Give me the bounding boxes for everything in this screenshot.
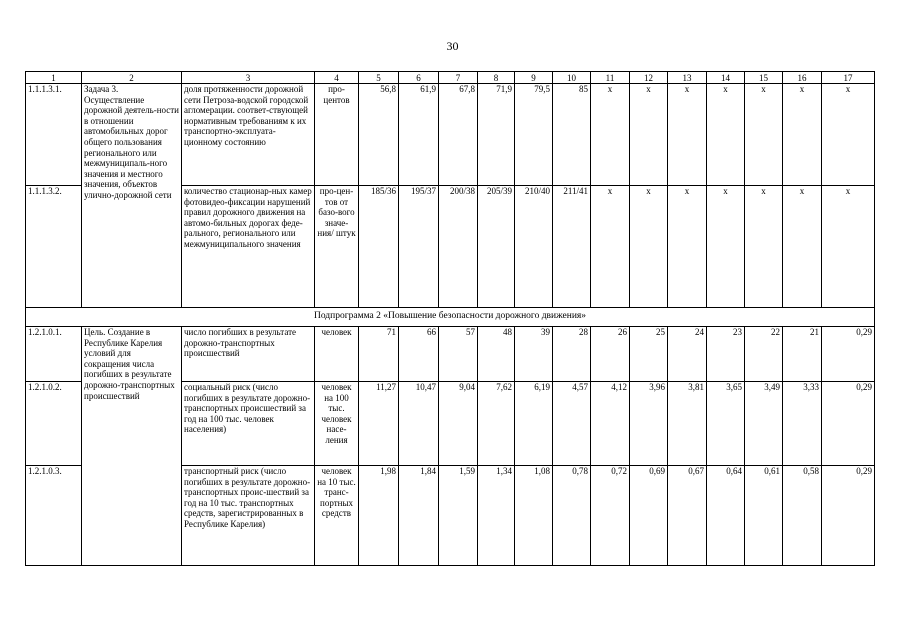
value-cell: 66 — [399, 327, 439, 382]
value-cell: x — [668, 186, 707, 308]
value-cell: 67,8 — [439, 84, 478, 186]
value-cell: 0,67 — [668, 466, 707, 566]
header-cell: 2 — [82, 72, 182, 84]
indicator-name: социальный риск (число погибших в результате дорожно-транспортных происшествий за год на 100 тыс. человек населения) — [182, 382, 315, 466]
value-cell: 211/41 — [553, 186, 591, 308]
header-cell: 7 — [439, 72, 478, 84]
value-cell: 0,69 — [630, 466, 668, 566]
header-cell: 14 — [707, 72, 745, 84]
value-cell: 1,34 — [478, 466, 515, 566]
indicator-name: число погибших в результате дорожно-транспортных происшествий — [182, 327, 315, 382]
value-cell: 185/36 — [359, 186, 399, 308]
goal-text: Задача 3. Осуществление дорожной деятель-ности в отношении автомобильных дорог общего пользования регионального или межмуниципаль-ного значения и местного значения, объектов улично-дорожной сети — [82, 84, 182, 308]
value-cell: 0,29 — [822, 466, 875, 566]
row-code: 1.2.1.0.2. — [26, 382, 82, 466]
value-cell: 1,84 — [399, 466, 439, 566]
unit: человек на 100 тыс. человек насе-ления — [315, 382, 359, 466]
value-cell: 9,04 — [439, 382, 478, 466]
value-cell: 0,64 — [707, 466, 745, 566]
value-cell: 0,61 — [745, 466, 783, 566]
value-cell: x — [668, 84, 707, 186]
row-code: 1.2.1.0.3. — [26, 466, 82, 566]
header-cell: 3 — [182, 72, 315, 84]
indicators-table — [25, 71, 875, 566]
value-cell: 6,19 — [515, 382, 553, 466]
value-cell: 10,47 — [399, 382, 439, 466]
table-row — [26, 84, 875, 186]
value-cell: 56,8 — [359, 84, 399, 186]
goal-text: Цель. Создание в Республике Карелия условий для сокращения числа погибших в результате дорожно-транспортных происшествий — [82, 327, 182, 566]
value-cell: x — [630, 186, 668, 308]
header-cell: 16 — [783, 72, 822, 84]
header-cell: 17 — [822, 72, 875, 84]
value-cell: 3,96 — [630, 382, 668, 466]
value-cell: 200/38 — [439, 186, 478, 308]
value-cell: 71 — [359, 327, 399, 382]
subprogram-row — [26, 308, 875, 327]
value-cell: 23 — [707, 327, 745, 382]
value-cell: 7,62 — [478, 382, 515, 466]
value-cell: 1,08 — [515, 466, 553, 566]
header-cell: 13 — [668, 72, 707, 84]
value-cell: x — [822, 186, 875, 308]
header-row — [26, 72, 875, 84]
value-cell: 1,59 — [439, 466, 478, 566]
value-cell: 61,9 — [399, 84, 439, 186]
value-cell: 24 — [668, 327, 707, 382]
indicator-name: доля протяженности дорожной сети Петроза-водской городской агломерации. соответ-ствующей нормативным требованиям к их транспортно-эксплуата-ционному состоянию — [182, 84, 315, 186]
header-cell: 8 — [478, 72, 515, 84]
value-cell: 0,29 — [822, 327, 875, 382]
value-cell: 210/40 — [515, 186, 553, 308]
page-number: 30 — [446, 39, 459, 53]
value-cell: 3,49 — [745, 382, 783, 466]
value-cell: 39 — [515, 327, 553, 382]
value-cell: x — [591, 186, 630, 308]
unit: про-цен-тов от базо-вого значе-ния/ штук — [315, 186, 359, 308]
value-cell: 48 — [478, 327, 515, 382]
value-cell: 26 — [591, 327, 630, 382]
value-cell: 0,58 — [783, 466, 822, 566]
value-cell: 3,33 — [783, 382, 822, 466]
value-cell: 21 — [783, 327, 822, 382]
row-code: 1.1.1.3.1. — [26, 84, 82, 186]
unit: человек на 10 тыс. транс-портных средств — [315, 466, 359, 566]
header-cell: 11 — [591, 72, 630, 84]
row-code: 1.2.1.0.1. — [26, 327, 82, 382]
value-cell: x — [783, 186, 822, 308]
value-cell: 0,78 — [553, 466, 591, 566]
header-cell: 1 — [26, 72, 82, 84]
value-cell: 0,72 — [591, 466, 630, 566]
table-row — [26, 327, 875, 382]
value-cell: 28 — [553, 327, 591, 382]
unit: про-центов — [315, 84, 359, 186]
value-cell: x — [822, 84, 875, 186]
value-cell: x — [591, 84, 630, 186]
header-cell: 10 — [553, 72, 591, 84]
value-cell: 85 — [553, 84, 591, 186]
header-cell: 12 — [630, 72, 668, 84]
value-cell: x — [707, 186, 745, 308]
value-cell: 11,27 — [359, 382, 399, 466]
indicator-name: транспортный риск (число погибших в результате дорожно-транспортных проис-шествий за год на 10 тыс. транспортных средств, зарегистрированных в Республике Карелия) — [182, 466, 315, 566]
value-cell: 57 — [439, 327, 478, 382]
value-cell: 71,9 — [478, 84, 515, 186]
value-cell: x — [630, 84, 668, 186]
value-cell: 0,29 — [822, 382, 875, 466]
header-cell: 5 — [359, 72, 399, 84]
value-cell: 22 — [745, 327, 783, 382]
unit: человек — [315, 327, 359, 382]
value-cell: 79,5 — [515, 84, 553, 186]
value-cell: 25 — [630, 327, 668, 382]
value-cell: x — [707, 84, 745, 186]
value-cell: 3,81 — [668, 382, 707, 466]
value-cell: 3,65 — [707, 382, 745, 466]
value-cell: x — [745, 186, 783, 308]
header-cell: 6 — [399, 72, 439, 84]
value-cell: x — [783, 84, 822, 186]
value-cell: 4,12 — [591, 382, 630, 466]
header-cell: 15 — [745, 72, 783, 84]
value-cell: x — [745, 84, 783, 186]
header-cell: 9 — [515, 72, 553, 84]
row-code: 1.1.1.3.2. — [26, 186, 82, 308]
value-cell: 205/39 — [478, 186, 515, 308]
value-cell: 1,98 — [359, 466, 399, 566]
value-cell: 195/37 — [399, 186, 439, 308]
value-cell: 4,57 — [553, 382, 591, 466]
indicator-name: количество стационар-ных камер фотовидео-фиксации нарушений правил дорожного движения на автомо-бильных дорогах феде-рального, регионального или межмуниципального значения — [182, 186, 315, 308]
subprogram-title: Подпрограмма 2 «Повышение безопасности дорожного движения» — [26, 308, 875, 327]
header-cell: 4 — [315, 72, 359, 84]
